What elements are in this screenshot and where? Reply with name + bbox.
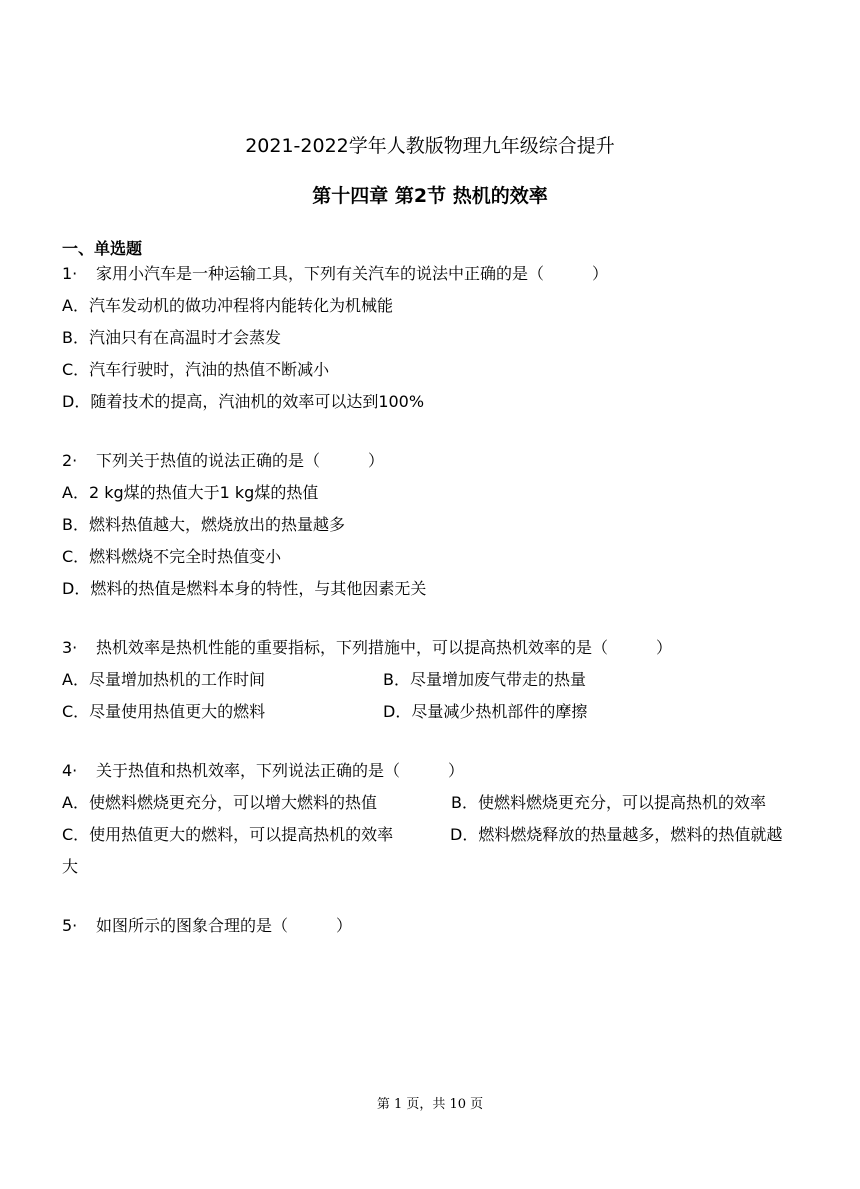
question-4-option-d-continued: 大 bbox=[62, 857, 79, 876]
question-1-option-a: A．汽车发动机的做功冲程将内能转化为机械能 bbox=[62, 296, 393, 315]
question-number: 1· bbox=[62, 264, 78, 283]
question-number: 3· bbox=[62, 638, 78, 657]
question-4-option-b: B．使燃料燃烧更充分，可以提高热机的效率 bbox=[451, 793, 766, 812]
question-text: 下列关于热值的说法正确的是（ bbox=[96, 451, 321, 470]
question-number: 5· bbox=[62, 916, 78, 935]
question-3-stem: 3· 热机效率是热机性能的重要指标，下列措施中，可以提高热机效率的是（ ） bbox=[62, 638, 673, 657]
question-1-option-d: D．随着技术的提高，汽油机的效率可以达到100% bbox=[62, 392, 425, 411]
question-1-option-b: B．汽油只有在高温时才会蒸发 bbox=[62, 328, 281, 347]
question-3-option-d: D．尽量减少热机部件的摩擦 bbox=[383, 702, 588, 721]
question-5-stem: 5· 如图所示的图象合理的是（ ） bbox=[62, 916, 353, 935]
question-2-option-d: D．燃料的热值是燃料本身的特性，与其他因素无关 bbox=[62, 579, 427, 598]
question-2-option-c: C．燃料燃烧不完全时热值变小 bbox=[62, 547, 282, 566]
question-4-option-d: D．燃料燃烧释放的热量越多，燃料的热值就越 bbox=[450, 825, 783, 844]
question-4-option-c: C．使用热值更大的燃料，可以提高热机的效率 bbox=[62, 825, 394, 844]
question-1-option-c: C．汽车行驶时，汽油的热值不断减小 bbox=[62, 360, 330, 379]
question-number: 2· bbox=[62, 451, 78, 470]
question-1-stem: 1· 家用小汽车是一种运输工具，下列有关汽车的说法中正确的是（ ） bbox=[62, 264, 609, 283]
question-3-option-a: A．尽量增加热机的工作时间 bbox=[62, 670, 265, 689]
question-text: 热机效率是热机性能的重要指标，下列措施中，可以提高热机效率的是（ bbox=[96, 638, 609, 657]
question-4-option-a: A．使燃料燃烧更充分，可以增大燃料的热值 bbox=[62, 793, 377, 812]
document-title: 2021-2022学年人教版物理九年级综合提升 bbox=[245, 135, 615, 157]
question-2-option-a: A．2 kg煤的热值大于1 kg煤的热值 bbox=[62, 483, 319, 502]
section-heading: 一、单选题 bbox=[62, 239, 143, 258]
question-2-stem: 2· 下列关于热值的说法正确的是（ ） bbox=[62, 451, 385, 470]
question-text: 如图所示的图象合理的是（ bbox=[96, 916, 289, 935]
question-text: 家用小汽车是一种运输工具，下列有关汽车的说法中正确的是（ bbox=[96, 264, 545, 283]
question-2-option-b: B．燃料热值越大，燃烧放出的热量越多 bbox=[62, 515, 345, 534]
page-footer: 第 1 页，共 10 页 bbox=[376, 1097, 484, 1112]
question-number: 4· bbox=[62, 761, 78, 780]
question-text: 关于热值和热机效率，下列说法正确的是（ bbox=[96, 761, 401, 780]
question-3-option-c: C．尽量使用热值更大的燃料 bbox=[62, 702, 266, 721]
question-4-stem: 4· 关于热值和热机效率，下列说法正确的是（ ） bbox=[62, 761, 465, 780]
question-3-option-b: B．尽量增加废气带走的热量 bbox=[383, 670, 586, 689]
document-subtitle: 第十四章 第2节 热机的效率 bbox=[312, 185, 548, 207]
